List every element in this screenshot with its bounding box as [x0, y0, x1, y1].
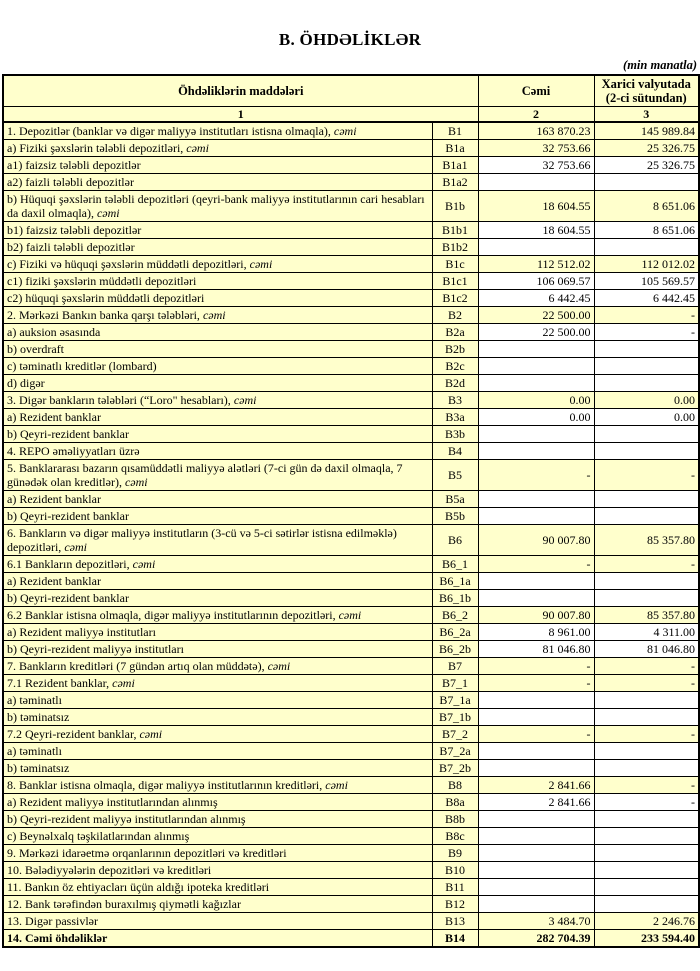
row-total-value: 32 753.66	[478, 157, 594, 174]
table-row	[3, 191, 699, 222]
table-row	[3, 726, 699, 743]
row-fx-value	[594, 828, 699, 845]
row-total-value: 90 007.80	[478, 525, 594, 556]
row-fx-value	[594, 358, 699, 375]
row-code: B11	[432, 879, 478, 896]
column-number-1: 1	[3, 107, 478, 123]
row-code: B4	[432, 443, 478, 460]
row-code: B8a	[432, 794, 478, 811]
row-fx-value	[594, 426, 699, 443]
row-fx-value	[594, 491, 699, 508]
row-code: B7_2	[432, 726, 478, 743]
row-label: 10. Bələdiyyələrin depozitləri və kreditləri	[3, 862, 432, 879]
row-fx-value: 25 326.75	[594, 157, 699, 174]
row-label: 6.2 Banklar istisna olmaqla, digər maliyyə institutlarının depozitləri, cəmi	[3, 607, 432, 624]
table-row	[3, 624, 699, 641]
row-code: B2d	[432, 375, 478, 392]
row-total-value: -	[478, 726, 594, 743]
row-fx-value	[594, 862, 699, 879]
row-total-value: 112 512.02	[478, 256, 594, 273]
row-fx-value	[594, 239, 699, 256]
row-label: 14. Cəmi öhdəliklər	[3, 930, 432, 948]
row-code: B1a	[432, 140, 478, 157]
table-row	[3, 341, 699, 358]
row-code: B7_1	[432, 675, 478, 692]
row-label: 7. Bankların kreditləri (7 gündən artıq olan müddətə), cəmi	[3, 658, 432, 675]
row-fx-value: 85 357.80	[594, 525, 699, 556]
row-code: B1b	[432, 191, 478, 222]
row-total-value: 2 841.66	[478, 777, 594, 794]
row-label: b1) faizsiz tələbli depozitlər	[3, 222, 432, 239]
row-total-value: 90 007.80	[478, 607, 594, 624]
row-total-value: 6 442.45	[478, 290, 594, 307]
table-row	[3, 358, 699, 375]
row-total-value	[478, 743, 594, 760]
row-fx-value: 8 651.06	[594, 191, 699, 222]
row-label: 6.1 Bankların depozitləri, cəmi	[3, 556, 432, 573]
row-fx-value	[594, 879, 699, 896]
row-label: b) Qeyri-rezident maliyyə institutları	[3, 641, 432, 658]
row-label: c) Fiziki və hüquqi şəxslərin müddətli depozitləri, cəmi	[3, 256, 432, 273]
row-label: b) overdraft	[3, 341, 432, 358]
row-fx-value	[594, 508, 699, 525]
column-number-3: 3	[594, 107, 699, 123]
row-code: B6_1	[432, 556, 478, 573]
row-label: a) təminatlı	[3, 692, 432, 709]
table-row	[3, 140, 699, 157]
row-fx-value: 81 046.80	[594, 641, 699, 658]
row-fx-value	[594, 845, 699, 862]
row-code: B8b	[432, 811, 478, 828]
row-total-value: -	[478, 556, 594, 573]
table-row	[3, 508, 699, 525]
table-row	[3, 375, 699, 392]
row-label: 5. Banklararası bazarın qısamüddətli maliyyə alətləri (7-ci gün də daxil olmaqla, 7 günədək olan kreditlər), cəmi	[3, 460, 432, 491]
row-total-value	[478, 426, 594, 443]
row-label: c) təminatlı kreditlər (lombard)	[3, 358, 432, 375]
row-label: a) Rezident banklar	[3, 491, 432, 508]
row-label: 3. Digər bankların tələbləri (“Loro" hesabları), cəmi	[3, 392, 432, 409]
row-fx-value: 105 569.57	[594, 273, 699, 290]
row-total-value	[478, 845, 594, 862]
row-label: a) Rezident banklar	[3, 573, 432, 590]
row-total-value: -	[478, 658, 594, 675]
row-label: 1. Depozitlər (banklar və digər maliyyə institutları istisna olmaqla), cəmi	[3, 122, 432, 140]
row-label: 7.2 Qeyri-rezident banklar, cəmi	[3, 726, 432, 743]
table-row	[3, 641, 699, 658]
table-row	[3, 811, 699, 828]
row-fx-value: 6 442.45	[594, 290, 699, 307]
row-total-value	[478, 358, 594, 375]
row-code: B2b	[432, 341, 478, 358]
row-code: B3	[432, 392, 478, 409]
row-fx-value: -	[594, 460, 699, 491]
row-label: 7.1 Rezident banklar, cəmi	[3, 675, 432, 692]
row-total-value: 22 500.00	[478, 307, 594, 324]
row-fx-value: -	[594, 777, 699, 794]
table-row	[3, 324, 699, 341]
row-code: B14	[432, 930, 478, 948]
row-code: B6	[432, 525, 478, 556]
table-row	[3, 675, 699, 692]
row-fx-value: -	[594, 794, 699, 811]
row-label: b) təminatsız	[3, 709, 432, 726]
column-number-row	[3, 107, 699, 123]
row-total-value	[478, 508, 594, 525]
row-total-value	[478, 239, 594, 256]
row-code: B2	[432, 307, 478, 324]
table-row	[3, 256, 699, 273]
row-code: B6_2	[432, 607, 478, 624]
row-code: B8	[432, 777, 478, 794]
table-row	[3, 122, 699, 140]
row-code: B2a	[432, 324, 478, 341]
row-fx-value: -	[594, 675, 699, 692]
row-label: c) Beynəlxalq təşkilatlarından alınmış	[3, 828, 432, 845]
table-row	[3, 273, 699, 290]
row-total-value: 22 500.00	[478, 324, 594, 341]
row-code: B13	[432, 913, 478, 930]
row-total-value: 106 069.57	[478, 273, 594, 290]
row-label: a1) faizsiz tələbli depozitlər	[3, 157, 432, 174]
row-total-value: 18 604.55	[478, 222, 594, 239]
row-label: d) digər	[3, 375, 432, 392]
row-label: 4. REPO əməliyyatları üzrə	[3, 443, 432, 460]
row-label: a) auksion əsasında	[3, 324, 432, 341]
table-row	[3, 913, 699, 930]
row-code: B3a	[432, 409, 478, 426]
row-label: 2. Mərkəzi Bankın banka qarşı tələbləri, cəmi	[3, 307, 432, 324]
row-code: B9	[432, 845, 478, 862]
row-code: B1c1	[432, 273, 478, 290]
row-code: B6_2b	[432, 641, 478, 658]
row-fx-value: 4 311.00	[594, 624, 699, 641]
row-code: B1a2	[432, 174, 478, 191]
row-fx-value	[594, 443, 699, 460]
row-fx-value	[594, 573, 699, 590]
row-total-value: 0.00	[478, 392, 594, 409]
row-label: b) Hüquqi şəxslərin tələbli depozitləri (qeyri-bank maliyyə institutlarının cari hesabları da daxil olmaqla), cəmi	[3, 191, 432, 222]
row-fx-value: -	[594, 307, 699, 324]
row-total-value	[478, 828, 594, 845]
column-header-fx: Xarici valyutada (2-ci sütundan)	[594, 75, 699, 107]
table-row	[3, 556, 699, 573]
row-code: B5	[432, 460, 478, 491]
row-fx-value: -	[594, 556, 699, 573]
row-fx-value: 25 326.75	[594, 140, 699, 157]
row-code: B10	[432, 862, 478, 879]
row-code: B7_1b	[432, 709, 478, 726]
table-row	[3, 307, 699, 324]
row-label: a) Rezident banklar	[3, 409, 432, 426]
row-code: B1c2	[432, 290, 478, 307]
table-row	[3, 777, 699, 794]
table-row	[3, 392, 699, 409]
row-code: B7_2a	[432, 743, 478, 760]
row-total-value	[478, 760, 594, 777]
row-label: b) Qeyri-rezident banklar	[3, 508, 432, 525]
row-label: b2) faizli tələbli depozitlər	[3, 239, 432, 256]
row-fx-value	[594, 692, 699, 709]
table-row	[3, 760, 699, 777]
table-row	[3, 491, 699, 508]
row-fx-value	[594, 341, 699, 358]
table-row	[3, 409, 699, 426]
table-row	[3, 157, 699, 174]
row-code: B2c	[432, 358, 478, 375]
row-fx-value: 2 246.76	[594, 913, 699, 930]
table-row	[3, 930, 699, 948]
row-total-value	[478, 174, 594, 191]
table-row	[3, 896, 699, 913]
row-code: B1b1	[432, 222, 478, 239]
table-row	[3, 443, 699, 460]
row-code: B3b	[432, 426, 478, 443]
table-row	[3, 794, 699, 811]
row-code: B5a	[432, 491, 478, 508]
row-code: B5b	[432, 508, 478, 525]
row-code: B6_1a	[432, 573, 478, 590]
row-code: B7_1a	[432, 692, 478, 709]
table-header-row	[3, 75, 699, 107]
row-total-value	[478, 491, 594, 508]
row-fx-value: 8 651.06	[594, 222, 699, 239]
table-row	[3, 573, 699, 590]
table-row	[3, 743, 699, 760]
row-fx-value	[594, 174, 699, 191]
row-label: 8. Banklar istisna olmaqla, digər maliyyə institutlarının kreditləri, cəmi	[3, 777, 432, 794]
table-row	[3, 525, 699, 556]
liabilities-table	[2, 74, 700, 948]
table-row	[3, 222, 699, 239]
row-fx-value	[594, 709, 699, 726]
row-fx-value: 112 012.02	[594, 256, 699, 273]
row-fx-value: 0.00	[594, 392, 699, 409]
table-row	[3, 174, 699, 191]
table-row	[3, 828, 699, 845]
row-fx-value	[594, 375, 699, 392]
row-total-value	[478, 896, 594, 913]
row-label: a2) faizli tələbli depozitlər	[3, 174, 432, 191]
row-fx-value	[594, 760, 699, 777]
row-code: B1c	[432, 256, 478, 273]
row-total-value: 163 870.23	[478, 122, 594, 140]
table-row	[3, 845, 699, 862]
table-row	[3, 590, 699, 607]
row-label: a) Rezident maliyyə institutları	[3, 624, 432, 641]
row-total-value	[478, 443, 594, 460]
row-fx-value: 233 594.40	[594, 930, 699, 948]
table-row	[3, 658, 699, 675]
table-row	[3, 290, 699, 307]
row-label: 6. Bankların və digər maliyyə institutların (3-cü və 5-ci sətirlər istisna edilməklə) depozitləri, cəmi	[3, 525, 432, 556]
row-code: B1b2	[432, 239, 478, 256]
table-row	[3, 709, 699, 726]
row-label: 11. Bankın öz ehtiyacları üçün aldığı ipoteka kreditləri	[3, 879, 432, 896]
row-total-value: -	[478, 460, 594, 491]
row-label: c2) hüquqi şəxslərin müddətli depozitləri	[3, 290, 432, 307]
row-code: B12	[432, 896, 478, 913]
row-label: 9. Mərkəzi idarəetmə orqanlarının depozitləri və kreditləri	[3, 845, 432, 862]
row-total-value	[478, 811, 594, 828]
row-label: b) Qeyri-rezident maliyyə institutlarından alınmış	[3, 811, 432, 828]
row-code: B7	[432, 658, 478, 675]
table-row	[3, 862, 699, 879]
row-total-value	[478, 375, 594, 392]
row-total-value	[478, 341, 594, 358]
row-label: a) Fiziki şəxslərin tələbli depozitləri, cəmi	[3, 140, 432, 157]
row-code: B1	[432, 122, 478, 140]
row-fx-value: 145 989.84	[594, 122, 699, 140]
column-header-items: Öhdəliklərin maddələri	[3, 75, 478, 107]
row-fx-value	[594, 811, 699, 828]
row-label: a) Rezident maliyyə institutlarından alınmış	[3, 794, 432, 811]
row-total-value: 0.00	[478, 409, 594, 426]
row-code: B6_2a	[432, 624, 478, 641]
row-code: B8c	[432, 828, 478, 845]
table-row	[3, 879, 699, 896]
table-row	[3, 426, 699, 443]
row-code: B6_1b	[432, 590, 478, 607]
row-label: a) təminatlı	[3, 743, 432, 760]
row-total-value: 32 753.66	[478, 140, 594, 157]
table-row	[3, 239, 699, 256]
row-label: b) təminatsız	[3, 760, 432, 777]
row-total-value: -	[478, 675, 594, 692]
row-label: b) Qeyri-rezident banklar	[3, 590, 432, 607]
row-total-value	[478, 573, 594, 590]
row-total-value	[478, 709, 594, 726]
page-title: B. ÖHDƏLİKLƏR	[278, 30, 422, 49]
row-fx-value	[594, 896, 699, 913]
table-row	[3, 607, 699, 624]
row-total-value	[478, 879, 594, 896]
row-total-value: 3 484.70	[478, 913, 594, 930]
table-row	[3, 692, 699, 709]
row-fx-value: 85 357.80	[594, 607, 699, 624]
row-total-value: 18 604.55	[478, 191, 594, 222]
row-total-value	[478, 862, 594, 879]
unit-note: (min manatla)	[623, 58, 697, 72]
row-fx-value	[594, 590, 699, 607]
row-fx-value: -	[594, 726, 699, 743]
row-code: B7_2b	[432, 760, 478, 777]
row-code: B1a1	[432, 157, 478, 174]
row-fx-value: -	[594, 658, 699, 675]
row-label: 12. Bank tərəfindən buraxılmış qiymətli kağızlar	[3, 896, 432, 913]
row-label: c1) fiziki şəxslərin müddətli depozitləri	[3, 273, 432, 290]
table-row	[3, 460, 699, 491]
row-label: 13. Digər passivlər	[3, 913, 432, 930]
row-total-value: 81 046.80	[478, 641, 594, 658]
row-label: b) Qeyri-rezident banklar	[3, 426, 432, 443]
row-fx-value: 0.00	[594, 409, 699, 426]
column-number-2: 2	[478, 107, 594, 123]
row-total-value	[478, 692, 594, 709]
column-header-total: Cəmi	[478, 75, 594, 107]
row-total-value: 282 704.39	[478, 930, 594, 948]
row-fx-value: -	[594, 324, 699, 341]
row-fx-value	[594, 743, 699, 760]
row-total-value: 2 841.66	[478, 794, 594, 811]
row-total-value	[478, 590, 594, 607]
row-total-value: 8 961.00	[478, 624, 594, 641]
